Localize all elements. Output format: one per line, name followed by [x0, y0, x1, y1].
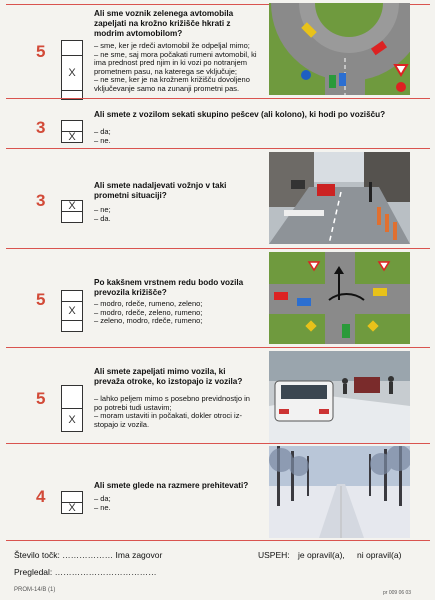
- answer-option: – ne.: [94, 135, 111, 145]
- answer-option: po potrebi tudi ustavim;: [94, 402, 172, 412]
- answer-list: [94, 495, 111, 512]
- answer-option: – da;: [94, 127, 111, 136]
- failed-option[interactable]: ni opravil(a): [357, 550, 402, 560]
- passed-option[interactable]: je opravil(a),: [298, 550, 345, 560]
- points: 5: [36, 42, 46, 61]
- answer-option: – sme, ker je rdeči avtomobil že odpeljal mimo;: [94, 41, 250, 50]
- separator: [6, 148, 430, 149]
- separator: [6, 540, 430, 541]
- answer-boxes: [61, 120, 83, 143]
- answer-option: – lahko peljem mimo s posebno previdnostjo in: [94, 394, 250, 403]
- answer-boxes: [61, 40, 83, 100]
- answer-box[interactable]: [62, 386, 82, 409]
- answer-option: – modro, rdeče, zeleno, rumeno;: [94, 307, 203, 317]
- points-total-label: Število točk: ……………… Ima zagovor: [14, 550, 163, 560]
- answer-box[interactable]: X: [68, 414, 76, 426]
- answer-option: – da;: [94, 494, 111, 503]
- answer-boxes: [61, 491, 83, 514]
- answer-box[interactable]: [62, 291, 82, 302]
- answer-option: – ne sme, ker je na krožnem križišču dovoljeno: [94, 75, 250, 85]
- points: 5: [36, 389, 46, 408]
- print-code: pr 009 06 03: [383, 590, 412, 596]
- answer-boxes: [61, 200, 83, 223]
- answer-list: [94, 206, 111, 223]
- points: 3: [36, 118, 46, 137]
- answer-list: [94, 300, 202, 326]
- result-label: USPEH:: [258, 550, 290, 560]
- answer-box[interactable]: [62, 212, 82, 222]
- question-text: Ali smete glede na razmere prehitevati?: [94, 481, 249, 490]
- intersection-illustration: [269, 252, 410, 344]
- answer-list: [94, 128, 111, 145]
- answer-box[interactable]: [62, 41, 82, 56]
- answer-box[interactable]: X: [62, 201, 82, 212]
- separator: [6, 248, 430, 249]
- answer-option: – modro, rdeče, rumeno, zeleno;: [94, 299, 203, 308]
- answer-option: vključevanje samo na zunanji prometni pas.: [94, 83, 240, 93]
- answer-box[interactable]: X: [62, 302, 82, 321]
- answer-option: – ne sme, saj mora počakati rumeni avtomobil, ki: [94, 49, 257, 59]
- answer-option: – ne.: [94, 502, 111, 512]
- separator: [6, 443, 430, 444]
- answer-option: – moram ustaviti in počakati, dokler otroci iz-: [94, 411, 242, 421]
- answer-option: prometnem pasu, na katerega se vključuje;: [94, 66, 237, 76]
- answer-boxes: [61, 385, 83, 432]
- answer-box[interactable]: X: [68, 502, 76, 514]
- question-text: Ali sme voznik zelenega avtomobila zapeljati na krožno križišče hkrati z modrim avtomobilom?: [94, 9, 234, 38]
- points: 5: [36, 290, 46, 309]
- points: 3: [36, 191, 46, 210]
- answer-option: – zeleno, modro, rdeče, rumeno;: [94, 316, 203, 326]
- answer-list: [94, 42, 257, 94]
- snowy-road-photo: [269, 446, 410, 538]
- answer-box[interactable]: [62, 321, 82, 331]
- points: 4: [36, 487, 46, 506]
- separator: [6, 347, 430, 348]
- reviewed-label: Pregledal: ………………………………: [14, 567, 157, 577]
- street-photo: [269, 152, 410, 244]
- answer-option: stopajo iz vozila.: [94, 419, 150, 429]
- answer-option: – ne;: [94, 205, 111, 214]
- answer-boxes: [61, 290, 83, 332]
- question-text: Ali smete zapeljati mimo vozila, ki prevaža otroke, ko izstopajo iz vozila?: [94, 367, 243, 386]
- form-code: PROM-14/B (1): [14, 587, 56, 593]
- school-bus-photo: [269, 351, 410, 443]
- answer-box[interactable]: X: [62, 56, 82, 91]
- answer-list: [94, 395, 250, 429]
- question-text: Po kakšnem vrstnem redu bodo vozila prevozila križišče?: [94, 278, 244, 297]
- question-text: Ali smete nadaljevati vožnjo v taki prometni situaciji?: [94, 181, 227, 200]
- answer-box[interactable]: X: [68, 131, 76, 143]
- separator: [6, 98, 430, 99]
- answer-option: ima prednost pred njim in ki vozi po notranjem: [94, 58, 247, 68]
- roundabout-illustration: [269, 3, 410, 95]
- question-text: Ali smete z vozilom sekati skupino pešcev (ali kolono), ki hodi po vozišču?: [94, 110, 386, 119]
- answer-option: – da.: [94, 213, 111, 223]
